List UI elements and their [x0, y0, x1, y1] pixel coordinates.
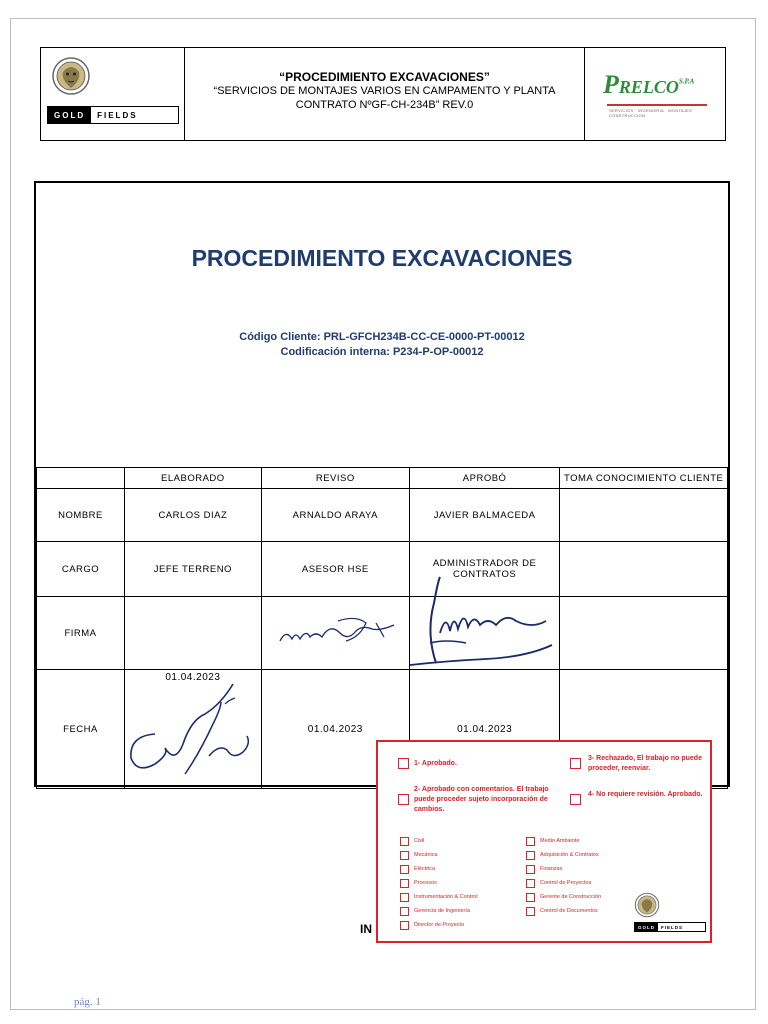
fecha-reviso: 01.04.2023 — [261, 670, 409, 789]
firma-reviso — [261, 597, 409, 670]
logo-word-fields: FIELDS — [97, 110, 138, 120]
signature-diaz-icon — [125, 674, 262, 784]
checkbox-director[interactable] — [400, 921, 409, 930]
checkbox-medio-ambiente[interactable] — [526, 837, 535, 846]
gold-fields-logo — [41, 48, 185, 140]
table-row-firma — [37, 597, 728, 670]
checkbox-ingenieria[interactable] — [400, 907, 409, 916]
cargo-elaborado: JEFE TERRENO — [125, 542, 262, 597]
prelco-wordmark — [603, 70, 694, 100]
header-cell-aprobo: APROBÓ — [409, 468, 559, 489]
option-rechazado: 3- Rechazado, El trabajo no puede proceder, reenviar. — [588, 755, 702, 772]
firma-elaborado — [125, 597, 262, 670]
checkbox-aprobado-comentarios[interactable] — [398, 794, 409, 805]
dept-gerente-construccion: Gerente de Construcción — [540, 894, 602, 900]
header-cell-reviso: REVISO — [261, 468, 409, 489]
prelco-rest: RELCO — [618, 77, 679, 97]
dept-director: Director de Proyecto — [414, 922, 465, 928]
checkbox-civil[interactable] — [400, 837, 409, 846]
stamp-logo-word-gold: GOLD — [635, 923, 658, 931]
header-cell-toma-conocimiento: TOMA CONOCIMIENTO CLIENTE — [560, 468, 728, 489]
table-header-row — [37, 468, 728, 489]
prelco-initial: P — [603, 70, 619, 99]
nombre-aprobo: JAVIER BALMACEDA — [409, 489, 559, 542]
header-cell-elaborado: ELABORADO — [125, 468, 262, 489]
lion-emblem-icon — [51, 56, 91, 96]
header-subtitle-2: CONTRATO NºGF-CH-234B” REV.0 — [295, 99, 474, 111]
dept-instrumentacion: Instrumentación & Control — [414, 894, 478, 900]
obscured-text: IN — [360, 922, 372, 936]
stamp-logo-word-fields: FIELDS — [661, 924, 684, 930]
checkbox-no-requiere[interactable] — [570, 794, 581, 805]
checkbox-control-proyectos[interactable] — [526, 879, 535, 888]
checkbox-mecanica[interactable] — [400, 851, 409, 860]
row-label-nombre: NOMBRE — [37, 489, 125, 542]
cargo-aprobo: ADMINISTRADOR DE CONTRATOS — [409, 542, 559, 597]
checkbox-instrumentacion[interactable] — [400, 893, 409, 902]
fecha-aprobo: 01.04.2023 — [409, 670, 559, 789]
checkbox-aprobado[interactable] — [398, 758, 409, 769]
signature-araya-icon — [276, 611, 400, 651]
dept-ingenieria: Gerencia de Ingeniería — [414, 908, 470, 914]
checkbox-gerente-construccion[interactable] — [526, 893, 535, 902]
option-aprobado-comentarios: 2- Aprobado con comentarios. El trabajo puede proceder sujeto incorporación de cambios. — [414, 786, 549, 813]
document-title: PROCEDIMIENTO EXCAVACIONES — [191, 245, 573, 271]
option-aprobado: 1- Aprobado. — [414, 760, 457, 767]
dept-mecanica: Mecánica — [414, 852, 438, 858]
checkbox-electrica[interactable] — [400, 865, 409, 874]
checkbox-control-documentos[interactable] — [526, 907, 535, 916]
row-label-firma: FIRMA — [37, 597, 125, 670]
header-cell-empty — [37, 468, 125, 489]
client-code: Código Cliente: PRL-GFCH234B-CC-CE-0000-PT-00012 — [239, 331, 525, 343]
dept-electrica: Eléctrica — [414, 866, 436, 872]
dept-procesos: Procesos — [414, 880, 437, 886]
page-number: pág. 1 — [74, 996, 101, 1008]
prelco-tagline: SERVICIOS · INGENIERIA · MONTAJES · CONSTRUCCION — [609, 108, 696, 118]
internal-code: Codificación interna: P234-P-OP-00012 — [280, 346, 484, 358]
firma-aprobo — [409, 597, 559, 670]
table-row-nombre — [37, 489, 728, 542]
checkbox-rechazado[interactable] — [570, 758, 581, 769]
fecha-elaborado-cell — [125, 670, 262, 789]
cover-box — [34, 181, 730, 787]
nombre-elaborado: CARLOS DIAZ — [125, 489, 262, 542]
dept-medio-ambiente: Medio Ambiente — [540, 838, 580, 844]
table-row-cargo — [37, 542, 728, 597]
signature-balmaceda-icon — [406, 573, 556, 671]
gold-fields-wordmark — [47, 106, 179, 124]
checkbox-adquisicion[interactable] — [526, 851, 535, 860]
prelco-underline — [607, 104, 707, 106]
stamp-gold-fields-wordmark — [634, 922, 706, 932]
prelco-logo — [585, 48, 725, 140]
header-title: “PROCEDIMIENTO EXCAVACIONES” — [279, 70, 490, 84]
header-title-block — [185, 48, 585, 140]
logo-word-gold: GOLD — [48, 107, 91, 123]
dept-finanzas: Finanzas — [540, 866, 563, 872]
dept-adquisicion: Adquisición & Contratos — [540, 852, 599, 858]
nombre-cliente — [560, 489, 728, 542]
nombre-reviso: ARNALDO ARAYA — [261, 489, 409, 542]
review-stamp — [376, 740, 712, 943]
prelco-suffix: S.P.A — [678, 77, 695, 86]
stamp-lion-emblem-icon — [634, 892, 660, 918]
fecha-elaborado: 01.04.2023 — [165, 672, 221, 683]
dept-civil: Civil — [414, 838, 425, 844]
dept-control-documentos: Control de Documentos — [540, 908, 598, 914]
checkbox-procesos[interactable] — [400, 879, 409, 888]
row-label-cargo: CARGO — [37, 542, 125, 597]
row-label-fecha: FECHA — [37, 670, 125, 789]
dept-control-proyectos: Control de Proyectos — [540, 880, 592, 886]
firma-cliente — [560, 597, 728, 670]
document-header — [40, 47, 726, 141]
option-no-requiere: 4- No requiere revisión. Aprobado. — [588, 791, 703, 798]
cargo-cliente — [560, 542, 728, 597]
header-subtitle-1: “SERVICIOS DE MONTAJES VARIOS EN CAMPAMENTO Y PLANTA — [213, 85, 556, 97]
checkbox-finanzas[interactable] — [526, 865, 535, 874]
cargo-reviso: ASESOR HSE — [261, 542, 409, 597]
